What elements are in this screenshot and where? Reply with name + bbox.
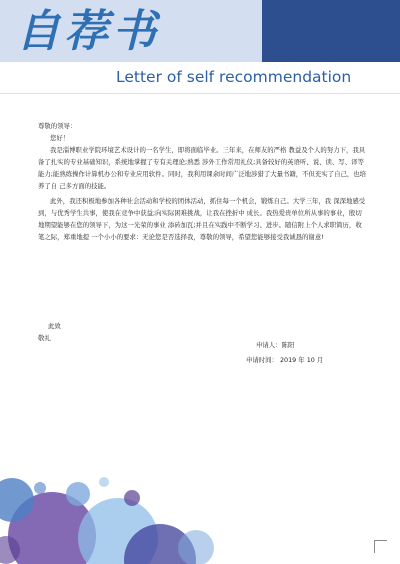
title-english: Letter of self recommendation [116,68,352,86]
closing [38,320,61,344]
title-divider [0,93,400,94]
paragraph-1: 我是淄博职业学院环境艺术设计的一名学生，即将面临毕业。三年来，在师友的严格 教益及个人的努力下，我具备了扎实的专业基础知识，系统地掌握了专有关理论;熟悉 涉外工作常用礼仪;具备较好的英语听、说、读、写、译等能力;能熟练操作计算机办公和专业应用软件。同时，我利用课余时间广泛地涉猎了大量书籍，不但充实了自己，也培养了自 己多方面的技能。 [38,146,367,190]
deco-circle [99,477,109,487]
header-band [0,0,400,62]
closing-line-2: 敬礼 [38,334,51,342]
applicant-name: 申请人：陈阳 [256,341,295,349]
decorative-circles [0,410,240,564]
closing-line-1: 此致 [48,322,61,330]
page-corner-mark [374,540,387,553]
salutation: 尊敬的领导： [38,122,77,130]
deco-circle [66,482,90,506]
deco-circle [124,490,140,506]
letter-body [38,120,368,243]
deco-circle [34,482,46,494]
application-date: 申请时间： 2019 年 10 月 [246,356,324,364]
signature-block [246,338,352,368]
greeting: 您好！ [50,134,70,142]
title-chinese: 自荐书 [16,6,160,57]
paragraph-2: 此外，我还积极地参加各种社会活动和学校的团体活动，抓住每一个机会，锻炼自己。大学三年，我 深深地感受到，与优秀学生共事，使我在竞争中获益;向实际困难挑战，让我在挫折中 成长。我热爱贵单位所从事的事业，殷切地期望能够在您的领导下，为这一光荣的事业 添砖加瓦;并且在实践中不断学习、进步。随信附上个人求职简历，收笔之际，郑重地提 一个小小的要求：无论您是否选择我，尊敬的领导，希望您能够接受我诚恳的谢意! [38,197,366,241]
header-band-dark [262,0,400,62]
